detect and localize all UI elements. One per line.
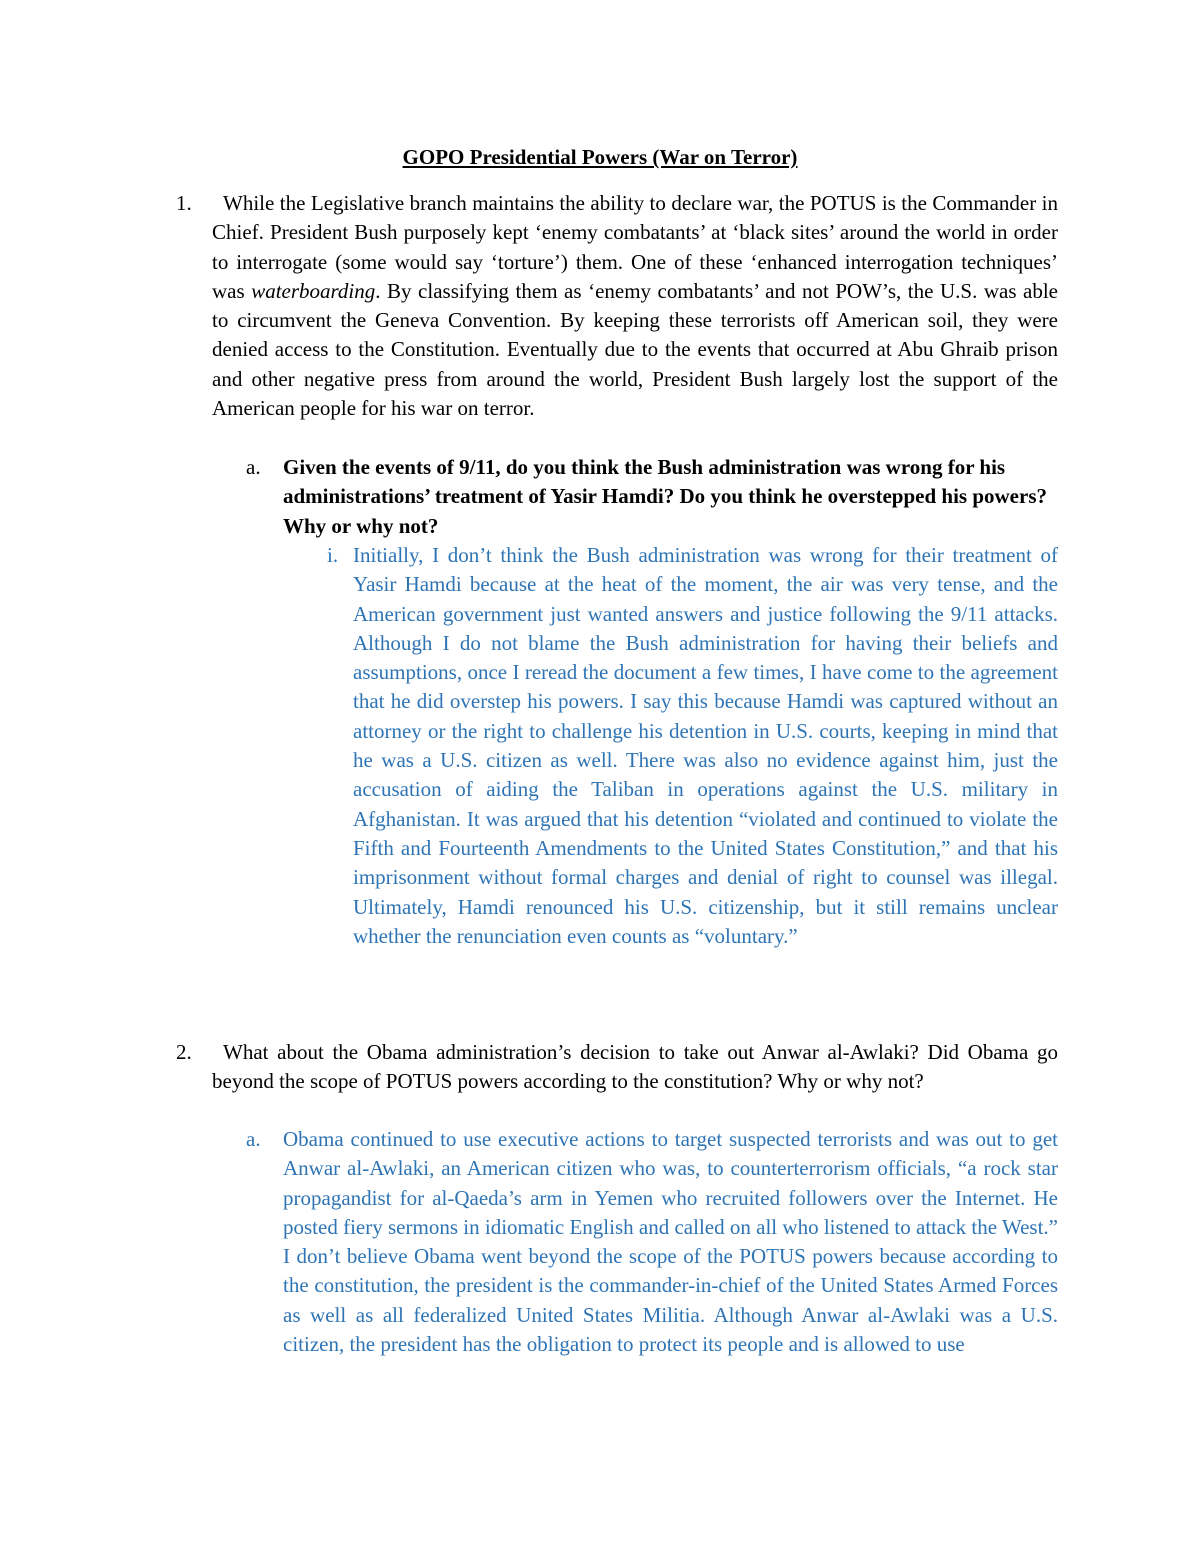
document-title: GOPO Presidential Powers (War on Terror)	[402, 145, 798, 169]
question-2-number: 2.	[176, 1040, 192, 1064]
answer-1-marker: i.	[327, 543, 339, 567]
question-1-italic-term: waterboarding	[251, 278, 376, 303]
question-1-text-part1: While the Legislative branch maintains the ability to declare war, the POTUS is the Commander in Chief. President Bush purposely kept ‘enemy combatants’ at ‘black sites’ around the world in order to interrogate (some would say ‘torture’) them. One of these ‘enhanced interrogation techniques’ was	[212, 191, 1058, 303]
question-1-number: 1.	[176, 191, 192, 215]
question-1a-text: Given the events of 9/11, do you think the Bush administration was wrong for his administrations’ treatment of Yasir Hamdi? Do you think he overstepped his powers? Why or why not?	[283, 455, 1047, 538]
answer-1-text: Initially, I don’t think the Bush administration was wrong for their treatment of Yasir Hamdi because at the heat of the moment, the air was very tense, and the American government just wanted answers and justice following the 9/11 attacks. Although I do not blame the Bush administration for having their beliefs and assumptions, once I reread the document a few times, I have come to the agreement that he did overstep his powers. I say this because Hamdi was captured without an attorney or the right to challenge his detention in U.S. courts, keeping in mind that he was a U.S. citizen as well. There was also no evidence against him, just the accusation of aiding the Taliban in operations against the U.S. military in Afghanistan. It was argued that his detention “violated and continued to violate the Fifth and Fourteenth Amendments to the United States Constitution,” and that his imprisonment without formal charges and denial of right to counsel was illegal. Ultimately, Hamdi renounced his U.S. citizenship, but it still remains unclear whether the renunciation even counts as “voluntary.”	[353, 543, 1058, 948]
question-2-text: What about the Obama administration’s decision to take out Anwar al-Awlaki? Did Obama go beyond the scope of POTUS powers according to the constitution? Why or why not?	[212, 1040, 1058, 1094]
question-1-text-part2: . By classifying them as ‘enemy combatants’ and not POW’s, the U.S. was able to circumvent the Geneva Convention. By keeping these terrorists off American soil, they were denied access to the Constitution. Eventually due to the events that occurred at Abu Ghraib prison and other negative press from around the world, President Bush largely lost the support of the American people for his war on terror.	[212, 278, 1058, 421]
answer-2-text: Obama continued to use executive actions to target suspected terrorists and was out to get Anwar al-Awlaki, an American citizen who was, to counterterrorism officials, “a rock star propagandist for al-Qaeda’s arm in Yemen who recruited followers over the Internet. He posted fiery sermons in idiomatic English and called on all who listened to attack the West.” I don’t believe Obama went beyond the scope of the POTUS powers because according to the constitution, the president is the commander-in-chief of the United States Armed Forces as well as all federalized United States Militia. Although Anwar al-Awlaki was a U.S. citizen, the president has the obligation to protect its people and is allowed to use	[283, 1127, 1058, 1357]
question-1-text	[212, 189, 1058, 423]
answer-2-marker: a.	[246, 1127, 261, 1151]
question-1a-marker: a.	[246, 455, 261, 479]
